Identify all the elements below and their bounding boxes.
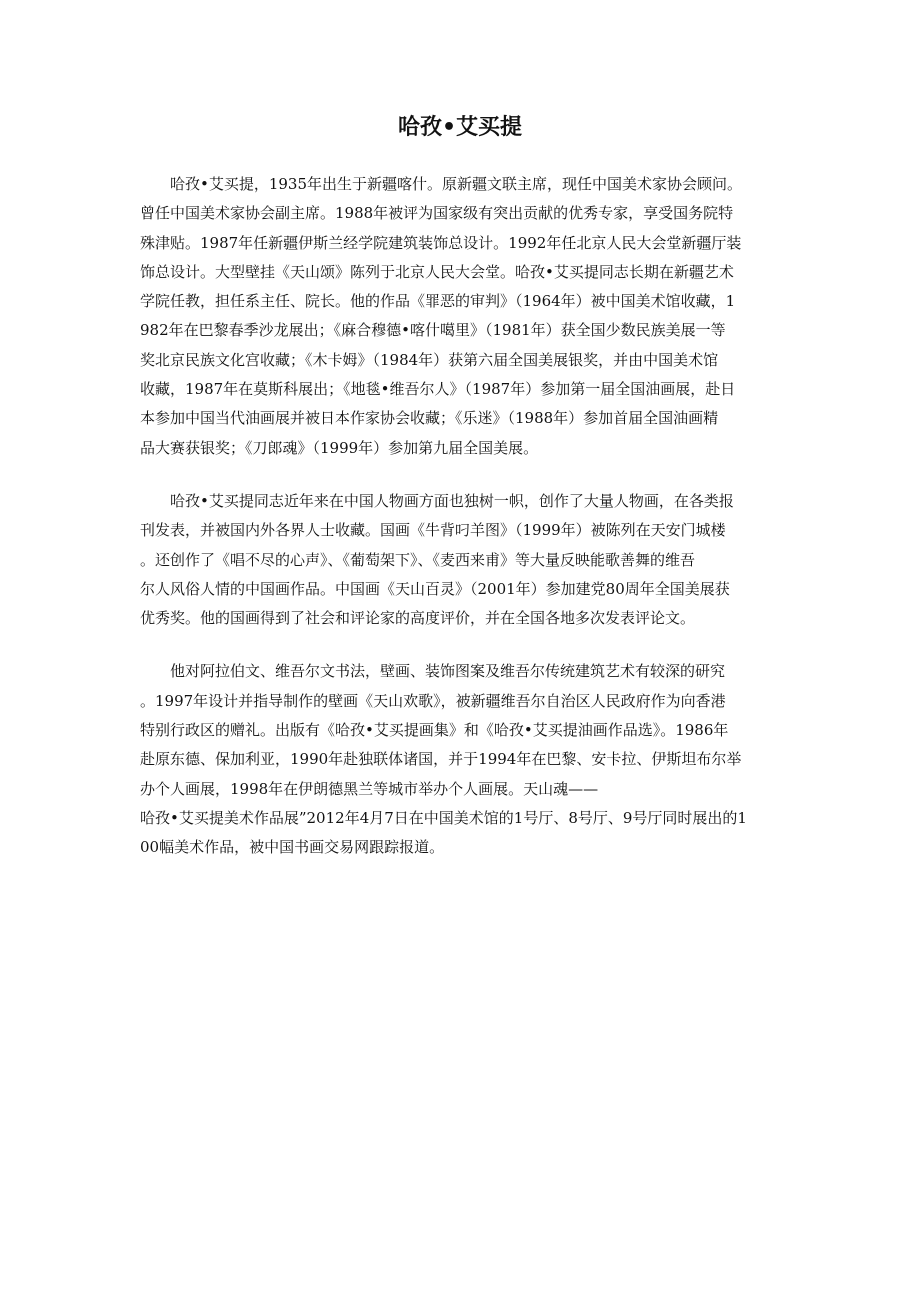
paragraph-3 (140, 657, 780, 862)
paragraph-1 (140, 170, 780, 463)
text-line: 办个人画展，1998年在伊朗德黑兰等城市举办个人画展。天山魂—— (140, 779, 599, 798)
text-line: 。还创作了《唱不尽的心声》、《葡萄架下》、《麦西来甫》等大量反映能歌善舞的维吾 (140, 550, 696, 569)
text-line: 奖北京民族文化宫收藏；《木卡姆》（1984年）获第六届全国美展银奖，并由中国美术馆 (140, 350, 719, 369)
text-line: 收藏，1987年在莫斯科展出；《地毯•维吾尔人》（1987年）参加第一届全国油画展，赴日 (140, 380, 736, 399)
text-line: 982年在巴黎春季沙龙展出；《麻合穆德•喀什噶里》（1981年）获全国少数民族美展一等 (140, 321, 726, 340)
text-line: 曾任中国美术家协会副主席。1988年被评为国家级有突出贡献的优秀专家，享受国务院特 (140, 204, 734, 223)
document-title: 哈孜•艾买提 (397, 115, 523, 140)
text-line: 本参加中国当代油画展并被日本作家协会收藏；《乐迷》（1988年）参加首届全国油画精 (140, 409, 719, 428)
text-line: 他对阿拉伯文、维吾尔文书法，壁画、装饰图案及维吾尔传统建筑艺术有较深的研究 (170, 662, 726, 681)
text-line: 学院任教，担任系主任、院长。他的作品《罪恶的审判》（1964年）被中国美术馆收藏，1 (140, 292, 736, 311)
text-line: 哈孜•艾买提美术作品展”2012年4月7日在中国美术馆的1号厅、8号厅、9号厅同时展出的1 (140, 808, 747, 827)
text-line: 哈孜•艾买提同志近年来在中国人物画方面也独树一帜，创作了大量人物画，在各类报 (170, 491, 734, 510)
text-line: 。1997年设计并指导制作的壁画《天山欢歌》，被新疆维吾尔自治区人民政府作为向香港 (140, 691, 726, 710)
text-line: 特别行政区的赠礼。出版有《哈孜•艾买提画集》和《哈孜•艾买提油画作品选》。1986年 (140, 721, 729, 740)
text-line: 品大赛获银奖；《刀郎魂》（1999年）参加第九届全国美展。 (140, 438, 539, 457)
text-line: 00幅美术作品，被中国书画交易网跟踪报道。 (140, 838, 445, 857)
text-line: 哈孜•艾买提，1935年出生于新疆喀什。原新疆文联主席，现任中国美术家协会顾问。 (170, 175, 743, 193)
text-line: 赴原东德、保加利亚，1990年赴独联体诸国，并于1994年在巴黎、安卡拉、伊斯坦布尔举 (140, 750, 742, 769)
paragraph-2 (140, 487, 780, 633)
document-body (140, 170, 780, 887)
text-line: 饰总设计。大型壁挂《天山颂》陈列于北京人民大会堂。哈孜•艾买提同志长期在新疆艺术 (140, 262, 734, 281)
text-line: 殊津贴。1987年任新疆伊斯兰经学院建筑装饰总设计。1992年任北京人民大会堂新疆厅装 (140, 233, 742, 252)
text-line: 优秀奖。他的国画得到了社会和评论家的高度评价，并在全国各地多次发表评论文。 (140, 609, 696, 628)
text-line: 尔人风俗人情的中国画作品。中国画《天山百灵》（2001年）参加建党80周年全国美展获 (140, 579, 730, 598)
text-line: 刊发表，并被国内外各界人士收藏。国画《牛背叼羊图》（1999年）被陈列在天安门城楼 (140, 521, 726, 540)
